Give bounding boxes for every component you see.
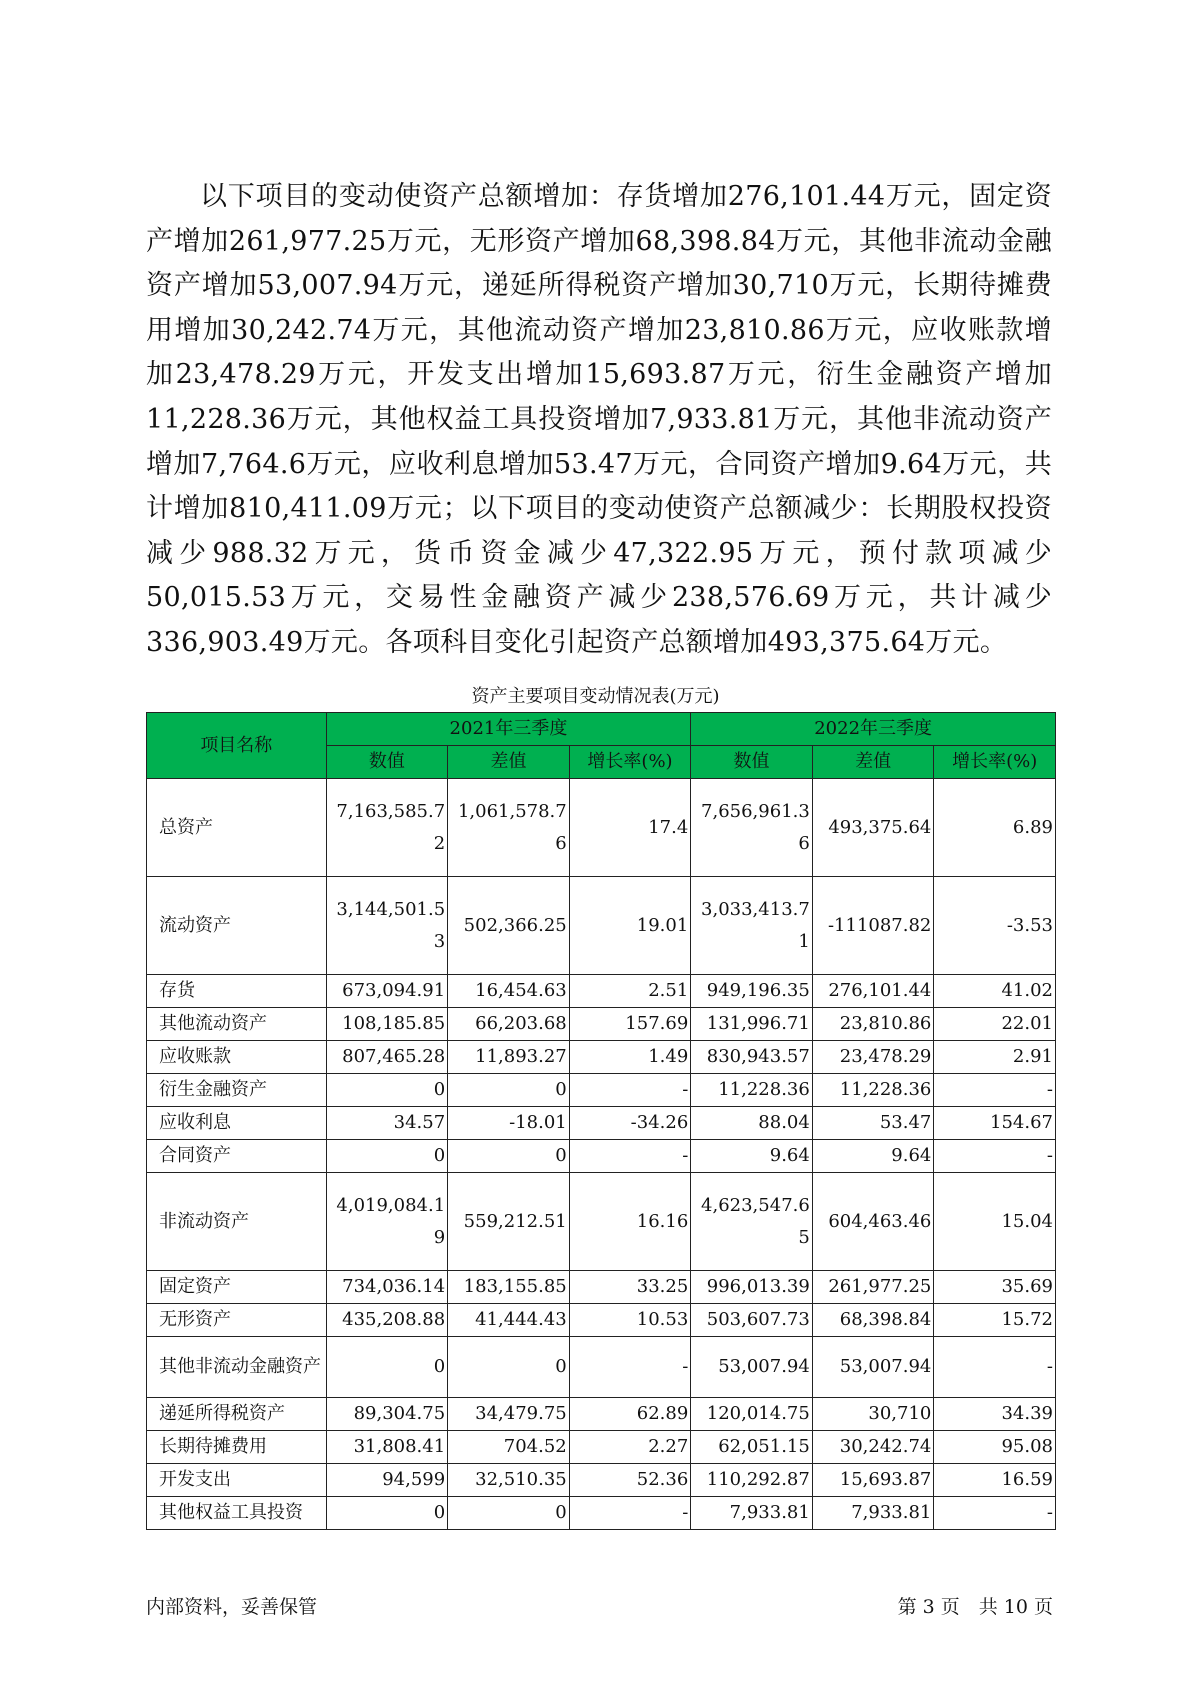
row-name-cell: 总资产 (147, 779, 327, 877)
table-row (147, 779, 1056, 877)
growth-2022-cell: 15.04 (934, 1173, 1056, 1271)
row-name-cell: 递延所得税资产 (147, 1398, 327, 1431)
value-2021-cell: 0 (326, 1497, 448, 1530)
value-2021-cell: 673,094.91 (326, 975, 448, 1008)
growth-2021-cell: 17.4 (569, 779, 691, 877)
value-2021-cell: 7,163,585.72 (326, 779, 448, 877)
growth-2021-cell: 2.51 (569, 975, 691, 1008)
row-name-cell: 合同资产 (147, 1140, 327, 1173)
growth-2022-cell: 95.08 (934, 1431, 1056, 1464)
value-2021-cell: 0 (326, 1074, 448, 1107)
footer-page-number: 第 3 页 共 10 页 (897, 1596, 1053, 1618)
value-2021-cell: 89,304.75 (326, 1398, 448, 1431)
value-2021-cell: 807,465.28 (326, 1041, 448, 1074)
value-2022-cell: 120,014.75 (691, 1398, 813, 1431)
row-name-cell: 长期待摊费用 (147, 1431, 327, 1464)
growth-2022-cell: 6.89 (934, 779, 1056, 877)
header-growth-2021: 增长率(%) (569, 746, 691, 779)
diff-2022-cell: 9.64 (812, 1140, 934, 1173)
diff-2021-cell: 11,893.27 (448, 1041, 570, 1074)
diff-2021-cell: 66,203.68 (448, 1008, 570, 1041)
value-2022-cell: 9.64 (691, 1140, 813, 1173)
diff-2022-cell: 7,933.81 (812, 1497, 934, 1530)
diff-2022-cell: 53,007.94 (812, 1337, 934, 1398)
growth-2022-cell: 2.91 (934, 1041, 1056, 1074)
growth-2021-cell: 19.01 (569, 877, 691, 975)
header-period-2022: 2022年三季度 (691, 713, 1056, 746)
diff-2021-cell: 559,212.51 (448, 1173, 570, 1271)
value-2022-cell: 949,196.35 (691, 975, 813, 1008)
diff-2021-cell: 502,366.25 (448, 877, 570, 975)
growth-2022-cell: 34.39 (934, 1398, 1056, 1431)
row-name-cell: 固定资产 (147, 1271, 327, 1304)
growth-2021-cell: 10.53 (569, 1304, 691, 1337)
table-row (147, 1431, 1056, 1464)
diff-2022-cell: 23,810.86 (812, 1008, 934, 1041)
table-row (147, 1008, 1056, 1041)
diff-2021-cell: 34,479.75 (448, 1398, 570, 1431)
value-2022-cell: 7,933.81 (691, 1497, 813, 1530)
row-name-cell: 其他流动资产 (147, 1008, 327, 1041)
value-2021-cell: 31,808.41 (326, 1431, 448, 1464)
body-paragraph: 以下项目的变动使资产总额增加：存货增加276,101.44万元，固定资产增加261,977.25万元，无形资产增加68,398.84万元，其他非流动金融资产增加53,007.94万元，递延所得税资产增加30,710万元，长期待摊费用增加30,242.74万元，其他流动资产增加23,810.86万元，应收账款增加23,478.29万元，开发支出增加15,693.87万元，衍生金融资产增加11,228.36万元，其他权益工具投资增加7,933.81万元，其他非流动资产增加7,764.6万元，应收利息增加53.47万元，合同资产增加9.64万元，共计增加810,411.09万元；以下项目的变动使资产总额减少：长期股权投资减少988.32万元，货币资金减少47,322.95万元，预付款项减少50,015.53万元，交易性金融资产减少238,576.69万元，共计减少336,903.49万元。各项科目变化引起资产总额增加493,375.64万元。 (146, 181, 1052, 658)
diff-2022-cell: 11,228.36 (812, 1074, 934, 1107)
header-diff-2021: 差值 (448, 746, 570, 779)
diff-2022-cell: -111087.82 (812, 877, 934, 975)
diff-2022-cell: 276,101.44 (812, 975, 934, 1008)
table-row (147, 1337, 1056, 1398)
header-value-2022: 数值 (691, 746, 813, 779)
value-2022-cell: 7,656,961.36 (691, 779, 813, 877)
growth-2022-cell: 16.59 (934, 1464, 1056, 1497)
diff-2021-cell: 0 (448, 1074, 570, 1107)
diff-2022-cell: 493,375.64 (812, 779, 934, 877)
table-row (147, 1107, 1056, 1140)
table-row (147, 1497, 1056, 1530)
header-growth-2022: 增长率(%) (934, 746, 1056, 779)
row-name-cell: 流动资产 (147, 877, 327, 975)
growth-2021-cell: 52.36 (569, 1464, 691, 1497)
diff-2022-cell: 53.47 (812, 1107, 934, 1140)
diff-2021-cell: 41,444.43 (448, 1304, 570, 1337)
row-name-cell: 其他权益工具投资 (147, 1497, 327, 1530)
value-2022-cell: 110,292.87 (691, 1464, 813, 1497)
growth-2022-cell: -3.53 (934, 877, 1056, 975)
diff-2021-cell: 0 (448, 1140, 570, 1173)
diff-2021-cell: 0 (448, 1497, 570, 1530)
growth-2022-cell: - (934, 1497, 1056, 1530)
table-row (147, 1271, 1056, 1304)
growth-2022-cell: - (934, 1337, 1056, 1398)
table-row (147, 1464, 1056, 1497)
value-2022-cell: 88.04 (691, 1107, 813, 1140)
diff-2022-cell: 30,242.74 (812, 1431, 934, 1464)
footer-confidential: 内部资料，妥善保管 (146, 1596, 318, 1618)
growth-2022-cell: 15.72 (934, 1304, 1056, 1337)
growth-2021-cell: - (569, 1074, 691, 1107)
growth-2022-cell: 154.67 (934, 1107, 1056, 1140)
table-row (147, 1398, 1056, 1431)
growth-2021-cell: 157.69 (569, 1008, 691, 1041)
value-2021-cell: 3,144,501.53 (326, 877, 448, 975)
value-2022-cell: 996,013.39 (691, 1271, 813, 1304)
value-2022-cell: 3,033,413.71 (691, 877, 813, 975)
growth-2021-cell: - (569, 1140, 691, 1173)
growth-2022-cell: 35.69 (934, 1271, 1056, 1304)
value-2022-cell: 62,051.15 (691, 1431, 813, 1464)
value-2021-cell: 435,208.88 (326, 1304, 448, 1337)
value-2021-cell: 0 (326, 1337, 448, 1398)
growth-2021-cell: 2.27 (569, 1431, 691, 1464)
row-name-cell: 开发支出 (147, 1464, 327, 1497)
value-2021-cell: 94,599 (326, 1464, 448, 1497)
growth-2021-cell: - (569, 1337, 691, 1398)
growth-2021-cell: 16.16 (569, 1173, 691, 1271)
table-row (147, 877, 1056, 975)
row-name-cell: 应收利息 (147, 1107, 327, 1140)
growth-2022-cell: 41.02 (934, 975, 1056, 1008)
row-name-cell: 衍生金融资产 (147, 1074, 327, 1107)
row-name-cell: 应收账款 (147, 1041, 327, 1074)
growth-2021-cell: 1.49 (569, 1041, 691, 1074)
value-2022-cell: 53,007.94 (691, 1337, 813, 1398)
header-item-name: 项目名称 (147, 713, 327, 779)
diff-2021-cell: 704.52 (448, 1431, 570, 1464)
diff-2022-cell: 261,977.25 (812, 1271, 934, 1304)
growth-2021-cell: 62.89 (569, 1398, 691, 1431)
row-name-cell: 存货 (147, 975, 327, 1008)
diff-2022-cell: 15,693.87 (812, 1464, 934, 1497)
row-name-cell: 无形资产 (147, 1304, 327, 1337)
table-row (147, 1074, 1056, 1107)
diff-2021-cell: 0 (448, 1337, 570, 1398)
diff-2022-cell: 23,478.29 (812, 1041, 934, 1074)
row-name-cell: 其他非流动金融资产 (147, 1337, 327, 1398)
diff-2022-cell: 30,710 (812, 1398, 934, 1431)
value-2021-cell: 0 (326, 1140, 448, 1173)
growth-2022-cell: 22.01 (934, 1008, 1056, 1041)
value-2022-cell: 503,607.73 (691, 1304, 813, 1337)
diff-2022-cell: 68,398.84 (812, 1304, 934, 1337)
table-caption: 资产主要项目变动情况表(万元) (471, 686, 720, 707)
table-row (147, 975, 1056, 1008)
value-2021-cell: 108,185.85 (326, 1008, 448, 1041)
asset-change-table (146, 712, 1056, 1530)
header-period-2021: 2021年三季度 (326, 713, 691, 746)
header-diff-2022: 差值 (812, 746, 934, 779)
value-2022-cell: 830,943.57 (691, 1041, 813, 1074)
table-row (147, 1041, 1056, 1074)
table-row (147, 1173, 1056, 1271)
diff-2021-cell: 16,454.63 (448, 975, 570, 1008)
diff-2021-cell: 1,061,578.76 (448, 779, 570, 877)
value-2021-cell: 34.57 (326, 1107, 448, 1140)
value-2021-cell: 4,019,084.19 (326, 1173, 448, 1271)
diff-2022-cell: 604,463.46 (812, 1173, 934, 1271)
header-value-2021: 数值 (326, 746, 448, 779)
growth-2022-cell: - (934, 1140, 1056, 1173)
table-row (147, 1304, 1056, 1337)
growth-2021-cell: - (569, 1497, 691, 1530)
value-2022-cell: 131,996.71 (691, 1008, 813, 1041)
table-row (147, 1140, 1056, 1173)
diff-2021-cell: 32,510.35 (448, 1464, 570, 1497)
value-2022-cell: 11,228.36 (691, 1074, 813, 1107)
diff-2021-cell: -18.01 (448, 1107, 570, 1140)
value-2021-cell: 734,036.14 (326, 1271, 448, 1304)
diff-2021-cell: 183,155.85 (448, 1271, 570, 1304)
growth-2022-cell: - (934, 1074, 1056, 1107)
growth-2021-cell: 33.25 (569, 1271, 691, 1304)
growth-2021-cell: -34.26 (569, 1107, 691, 1140)
row-name-cell: 非流动资产 (147, 1173, 327, 1271)
value-2022-cell: 4,623,547.65 (691, 1173, 813, 1271)
